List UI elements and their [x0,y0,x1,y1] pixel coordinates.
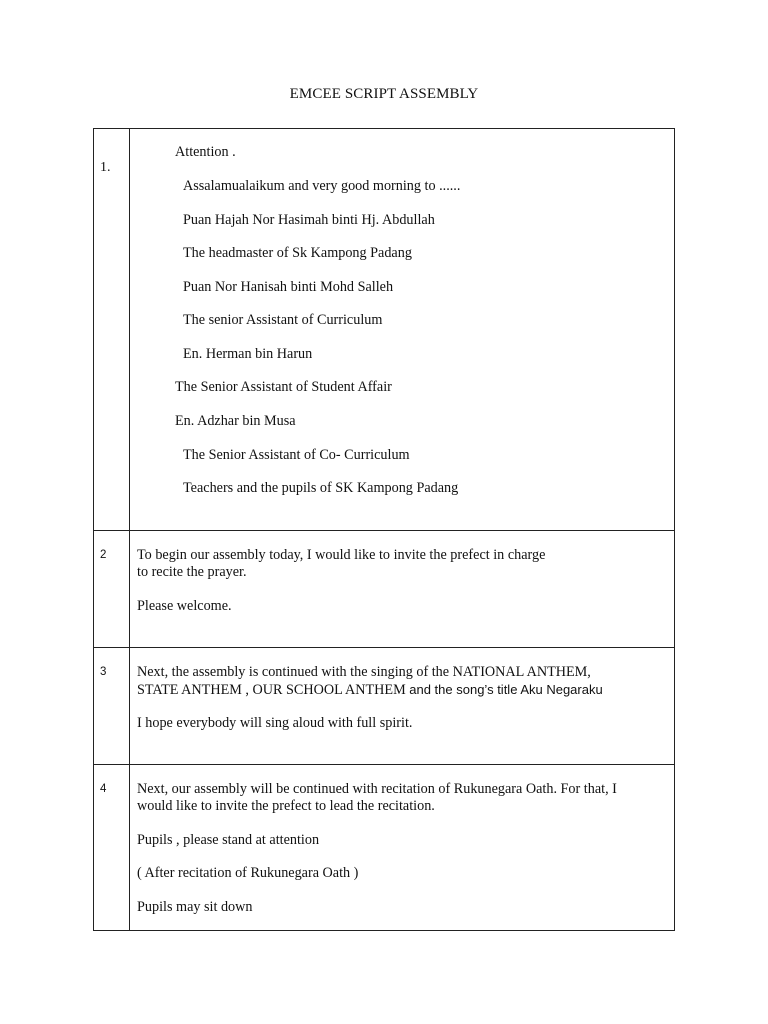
script-line: Puan Hajah Nor Hasimah binti Hj. Abdullah [183,212,435,228]
script-line: Next, our assembly will be continued with recitation of Rukunegara Oath. For that, I [137,781,617,797]
script-line: The senior Assistant of Curriculum [183,312,383,328]
row-number: 3 [100,666,107,678]
column-divider [129,129,130,530]
script-line: The headmaster of Sk Kampong Padang [183,245,412,261]
script-line: The Senior Assistant of Student Affair [175,379,392,395]
column-divider [129,648,130,765]
table-row [94,764,674,931]
script-line: Assalamualaikum and very good morning to ...... [183,178,461,194]
script-line: Pupils may sit down [137,899,253,915]
script-line: To begin our assembly today, I would like to invite the prefect in charge [137,547,546,563]
table-row [94,647,674,765]
script-line: Next, the assembly is continued with the singing of the NATIONAL ANTHEM, [137,664,591,680]
script-line: Pupils , please stand at attention [137,832,320,848]
script-line-part: STATE ANTHEM , OUR SCHOOL ANTHEM [137,682,406,698]
emcee-script-table [93,128,675,931]
table-row [94,129,674,530]
script-line: En. Herman bin Harun [183,346,313,362]
script-line: The Senior Assistant of Co- Curriculum [183,447,410,463]
script-line: Puan Nor Hanisah binti Mohd Salleh [183,279,394,295]
script-line: I hope everybody will sing aloud with full spirit. [137,715,413,731]
row-number: 1. [100,160,111,175]
script-line: ( After recitation of Rukunegara Oath ) [137,865,359,881]
row-number: 2 [100,549,107,561]
script-line: Please welcome. [137,598,232,614]
script-line [137,681,603,699]
column-divider [129,531,130,648]
script-line: to recite the prayer. [137,564,247,580]
row-number: 4 [100,783,107,795]
script-line: would like to invite the prefect to lead the recitation. [137,798,435,814]
document-title: EMCEE SCRIPT ASSEMBLY [289,86,479,102]
script-line: Teachers and the pupils of SK Kampong Padang [183,480,459,496]
script-line: En. Adzhar bin Musa [175,413,296,429]
script-line-part: and the song’s title Aku Negaraku [409,682,603,697]
column-divider [129,765,130,931]
table-row [94,530,674,648]
script-line: Attention . [175,144,236,160]
